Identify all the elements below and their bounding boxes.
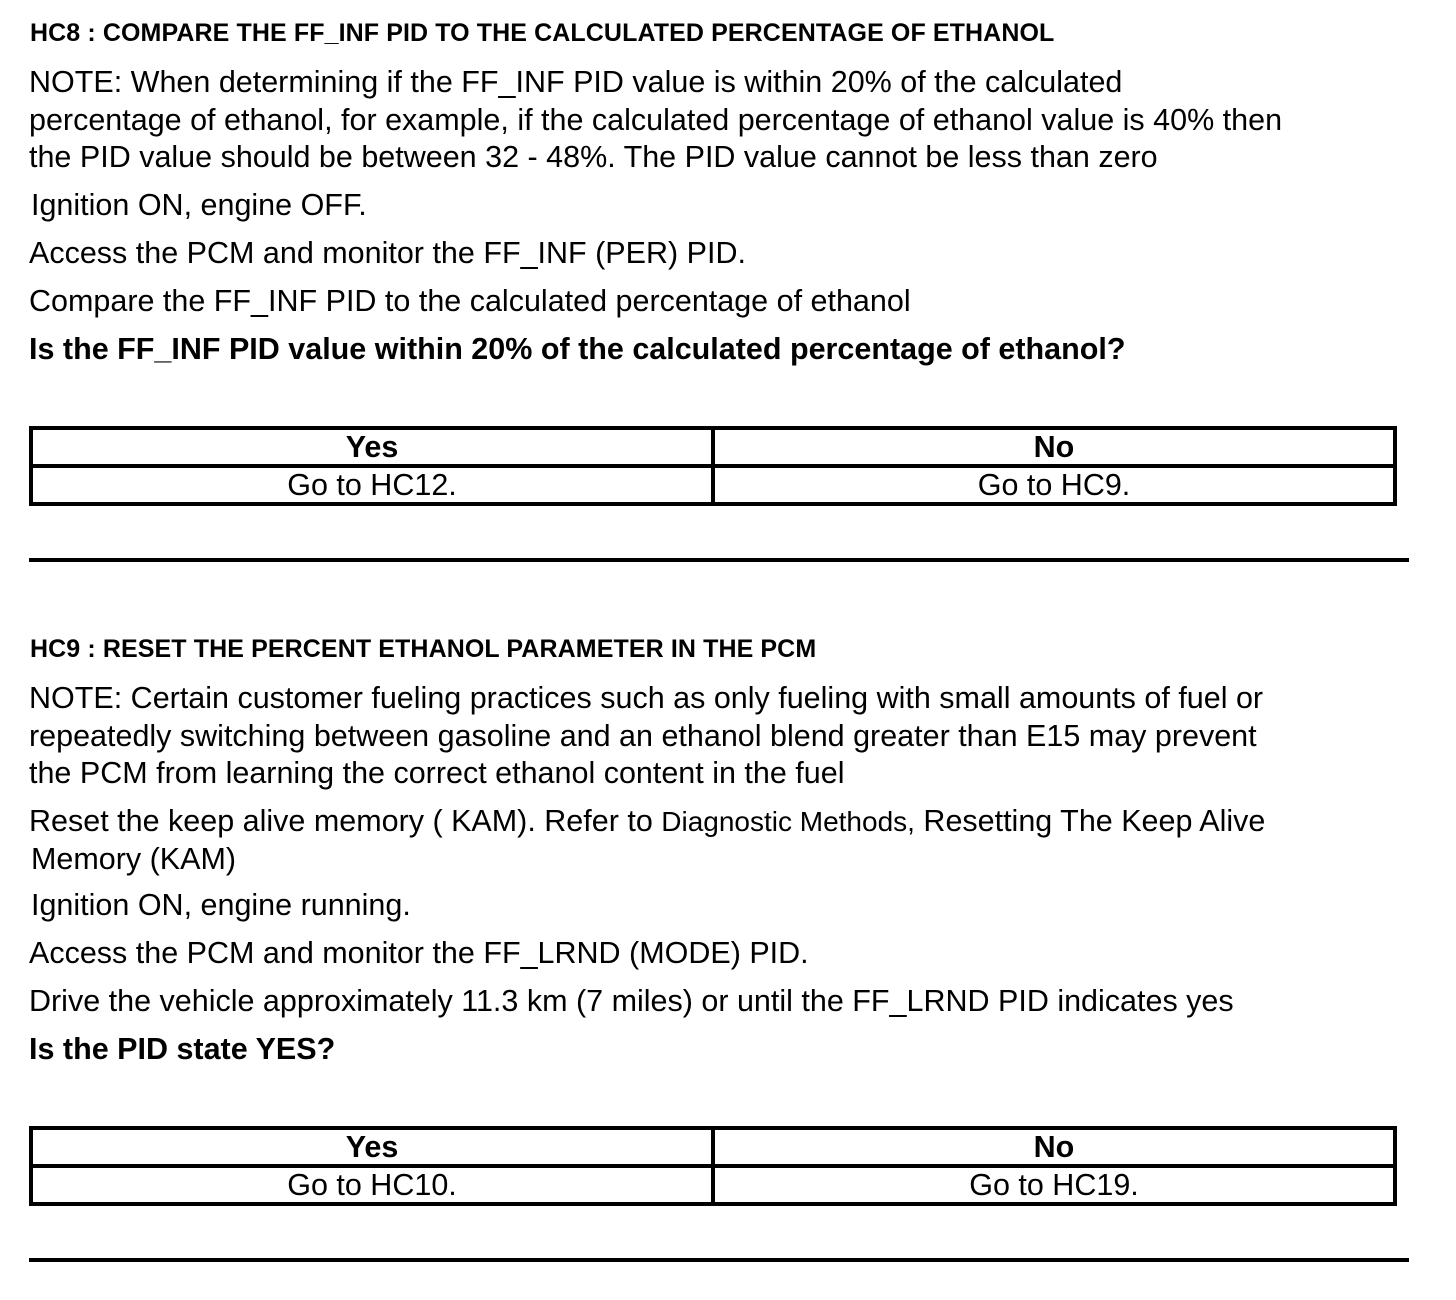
reset-kam-line xyxy=(29,803,1419,841)
section-divider xyxy=(29,1258,1409,1262)
yes-action: Go to HC12. xyxy=(31,466,713,504)
step-title: HC9 : RESET THE PERCENT ETHANOL PARAMETER IN THE PCM xyxy=(30,635,817,663)
reset-kam-instruction xyxy=(29,803,1419,878)
note-paragraph xyxy=(29,64,1419,177)
no-action: Go to HC9. xyxy=(713,466,1395,504)
note-line: NOTE: When determining if the FF_INF PID value is within 20% of the calculated xyxy=(29,65,1123,99)
yes-header: Yes xyxy=(31,1128,713,1166)
yes-header: Yes xyxy=(31,428,713,466)
step-question: Is the PID state YES? xyxy=(29,1032,336,1066)
step-instruction: Ignition ON, engine running. xyxy=(31,888,411,922)
diagnostic-methods-reference: Diagnostic Methods, xyxy=(661,806,915,837)
no-header: No xyxy=(713,428,1395,466)
no-header: No xyxy=(713,1128,1395,1166)
note-line: the PID value should be between 32 - 48%. The PID value cannot be less than zero xyxy=(29,140,1158,174)
reset-kam-ref-text: Resetting The Keep Alive xyxy=(914,804,1266,838)
no-action: Go to HC19. xyxy=(713,1166,1395,1204)
reset-kam-text: Reset the keep alive memory ( KAM). Refer to xyxy=(29,804,662,838)
reset-kam-line: Memory (KAM) xyxy=(31,841,237,876)
yes-action: Go to HC10. xyxy=(31,1166,713,1204)
section-divider xyxy=(29,558,1409,562)
step-instruction: Access the PCM and monitor the FF_INF (PER) PID. xyxy=(29,236,746,270)
step-instruction: Compare the FF_INF PID to the calculated percentage of ethanol xyxy=(29,284,911,318)
yes-no-table xyxy=(29,426,1397,506)
note-line: percentage of ethanol, for example, if the calculated percentage of ethanol value is 40% then xyxy=(29,102,1283,137)
note-paragraph xyxy=(29,680,1419,793)
step-instruction: Drive the vehicle approximately 11.3 km (7 miles) or until the FF_LRND PID indicates yes xyxy=(29,984,1234,1018)
step-instruction: Ignition ON, engine OFF. xyxy=(31,188,367,222)
note-line: repeatedly switching between gasoline and an ethanol blend greater than E15 may prevent xyxy=(29,718,1257,753)
step-title: HC8 : COMPARE THE FF_INF PID TO THE CALCULATED PERCENTAGE OF ETHANOL xyxy=(30,19,1055,47)
note-line: NOTE: Certain customer fueling practices such as only fueling with small amounts of fuel or xyxy=(29,681,1264,715)
yes-no-table xyxy=(29,1126,1397,1206)
step-instruction: Access the PCM and monitor the FF_LRND (MODE) PID. xyxy=(29,936,809,970)
step-question: Is the FF_INF PID value within 20% of the calculated percentage of ethanol? xyxy=(29,332,1126,366)
note-line: the PCM from learning the correct ethanol content in the fuel xyxy=(29,756,845,790)
